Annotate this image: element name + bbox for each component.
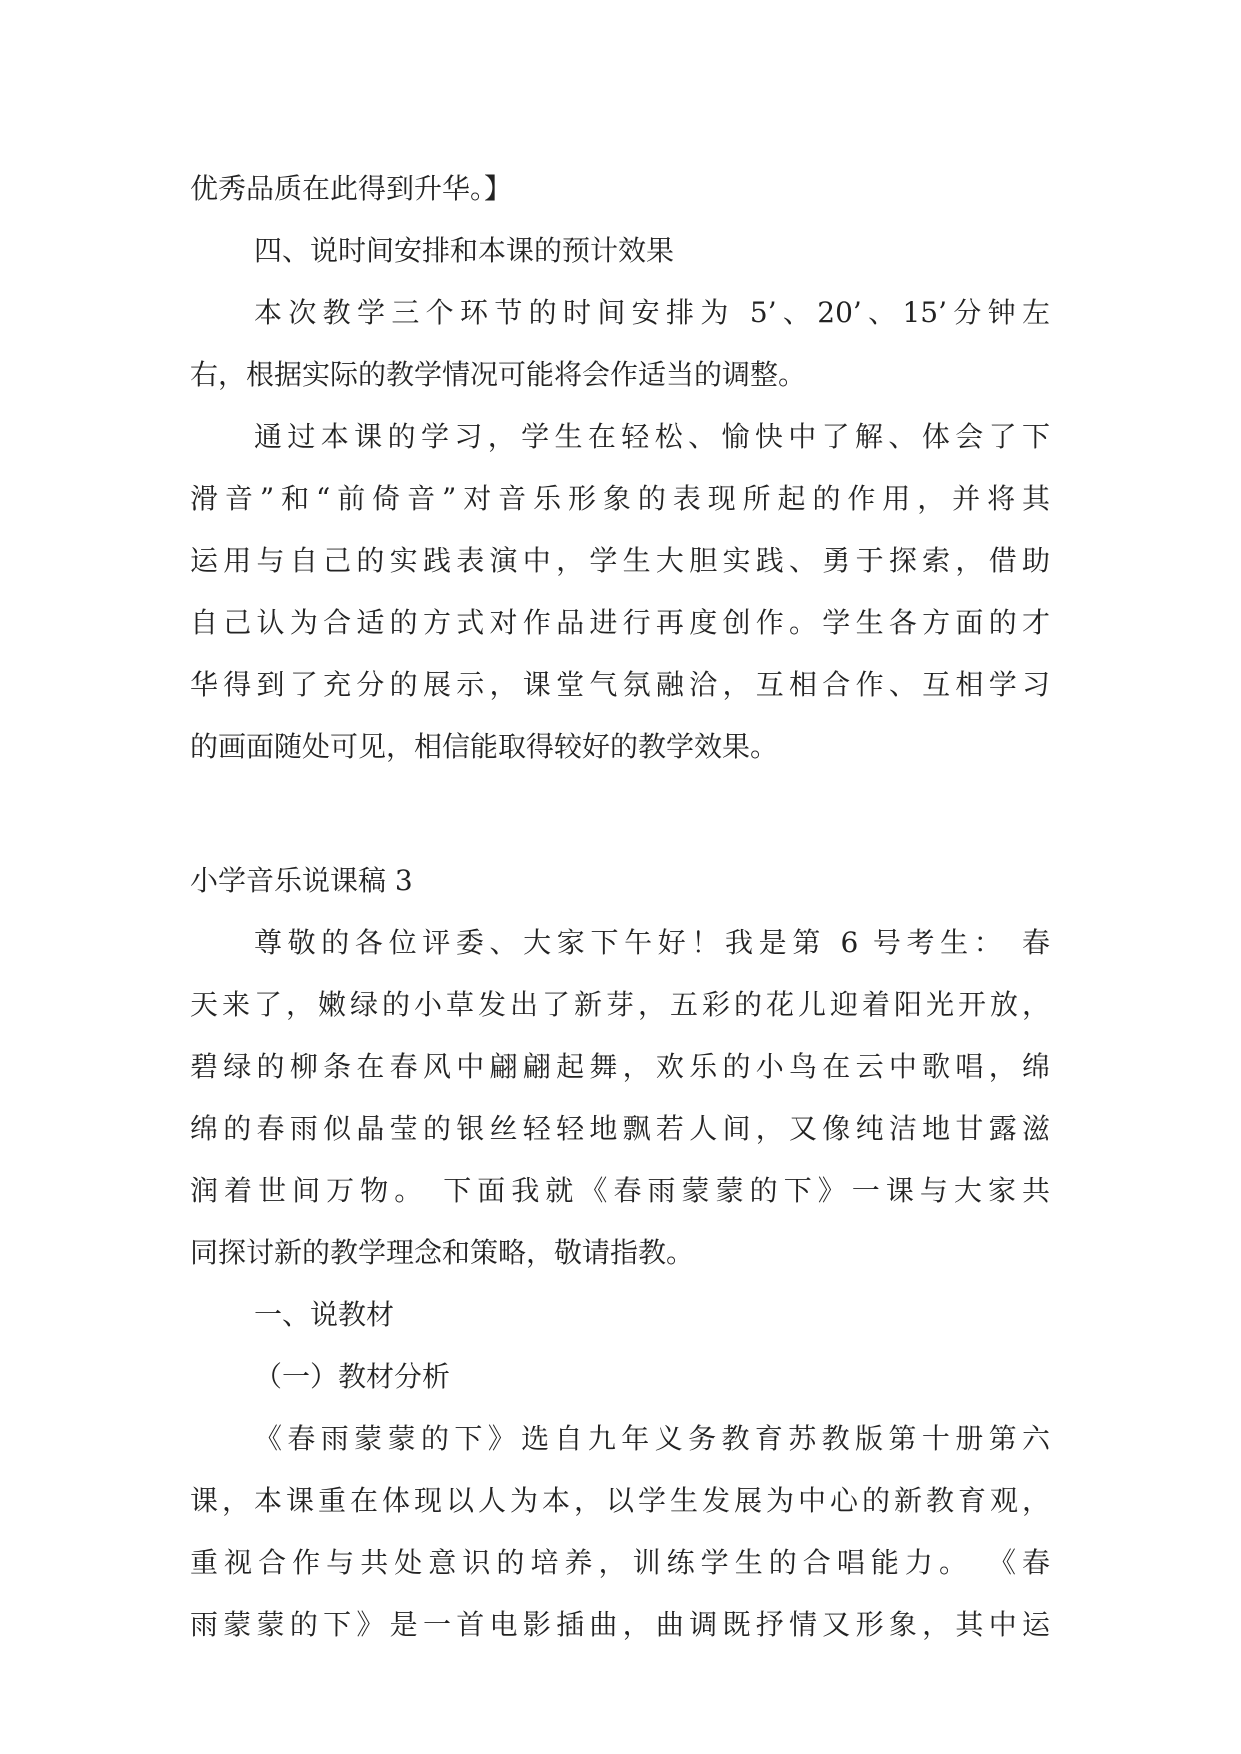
paragraph-line: 重视合作与共处意识的培养，训练学生的合唱能力。 《春 xyxy=(190,1546,1050,1579)
paragraph-line: 绵的春雨似晶莹的银丝轻轻地飘若人间，又像纯洁地甘露滋 xyxy=(190,1112,1050,1145)
paragraph-line: 运用与自己的实践表演中，学生大胆实践、勇于探索，借助 xyxy=(190,544,1050,577)
paragraph-line: 同探讨新的教学理念和策略，敬请指教。 xyxy=(190,1236,695,1269)
paragraph-line: 自己认为合适的方式对作品进行再度创作。学生各方面的才 xyxy=(190,606,1050,639)
paragraph-line: 通过本课的学习，学生在轻松、愉快中了解、体会了下 xyxy=(254,420,1050,453)
document-title: 小学音乐说课稿 3 xyxy=(190,864,413,897)
paragraph-line: 课，本课重在体现以人为本，以学生发展为中心的新教育观， xyxy=(190,1484,1050,1517)
subsection-heading: （一）教材分析 xyxy=(254,1360,451,1393)
paragraph-line: 华得到了充分的展示，课堂气氛融洽，互相合作、互相学习 xyxy=(190,668,1050,701)
section-heading: 四、说时间安排和本课的预计效果 xyxy=(254,234,675,267)
section-spacer xyxy=(190,778,1050,850)
paragraph-line: 尊敬的各位评委、大家下午好！我是第 6 号考生： 春 xyxy=(254,926,1050,959)
paragraph-line: 滑音”和“前倚音”对音乐形象的表现所起的作用，并将其 xyxy=(190,482,1050,515)
paragraph-line: 右，根据实际的教学情况可能将会作适当的调整。 xyxy=(190,358,807,391)
document-body xyxy=(190,158,1050,1656)
paragraph-line: 本次教学三个环节的时间安排为 5’、20’、15’分钟左 xyxy=(254,296,1050,329)
paragraph-line: 优秀品质在此得到升华。】 xyxy=(190,172,513,205)
paragraph-line: 润着世间万物。 下面我就《春雨蒙蒙的下》一课与大家共 xyxy=(190,1174,1050,1207)
paragraph-line: 天来了，嫩绿的小草发出了新芽，五彩的花儿迎着阳光开放， xyxy=(190,988,1050,1021)
paragraph-line: 碧绿的柳条在春风中翩翩起舞，欢乐的小鸟在云中歌唱，绵 xyxy=(190,1050,1050,1083)
paragraph-line: 的画面随处可见，相信能取得较好的教学效果。 xyxy=(190,730,779,763)
paragraph-line: 雨蒙蒙的下》是一首电影插曲，曲调既抒情又形象，其中运 xyxy=(190,1608,1050,1641)
section-heading: 一、说教材 xyxy=(254,1298,395,1331)
paragraph-line: 《春雨蒙蒙的下》选自九年义务教育苏教版第十册第六 xyxy=(254,1422,1050,1455)
